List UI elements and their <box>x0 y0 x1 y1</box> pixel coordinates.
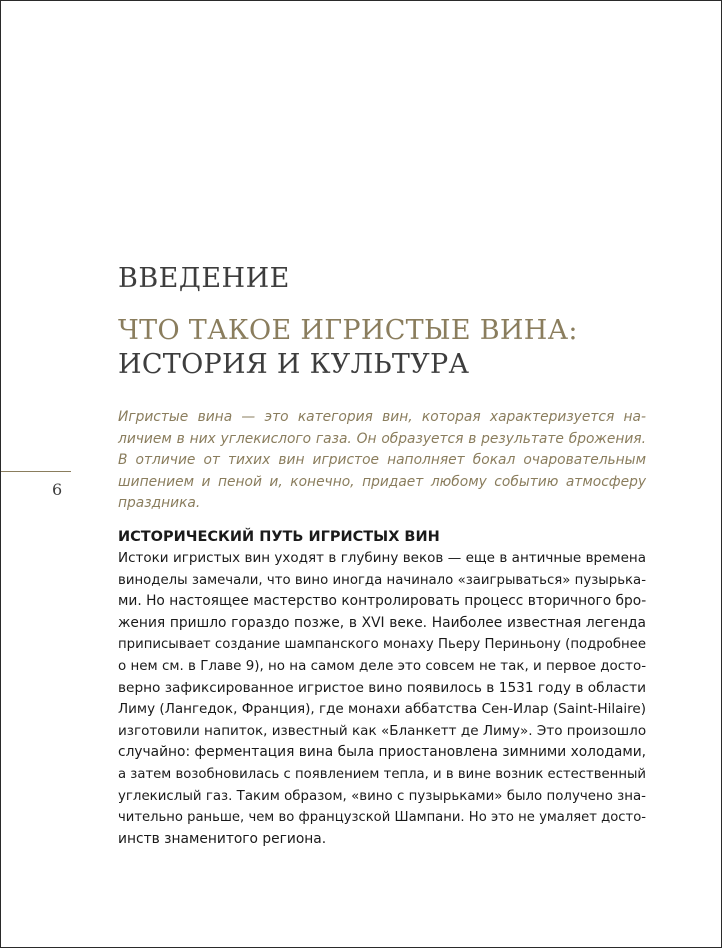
body-line: о нем см. в Главе 9), но на самом деле это совсем не так, и первое досто- <box>118 658 647 674</box>
chapter-title-line-2: ИСТОРИЯ И КУЛЬТУРА <box>118 349 470 380</box>
page-number: 6 <box>52 480 63 499</box>
lead-line: праздника. <box>118 495 201 511</box>
folio-rule <box>1 471 71 472</box>
body-line: Истоки игристых вин уходят в глубину веков — еще в античные времена <box>118 550 646 566</box>
lead-line: шипением и пеной и, конечно, придает любому событию атмосферу <box>118 473 646 490</box>
body-line: виноделы замечали, что вино иногда начинало «заигрываться» пузырька- <box>118 572 646 588</box>
body-line: верно зафиксированное игристое вино появилось в 1531 году в области <box>118 679 646 696</box>
lead-line: личием в них углекислого газа. Он образуется в результате брожения. <box>118 430 646 447</box>
body-line: приписывает создание шампанского монаху Пьеру Периньону (подробнее <box>118 637 646 653</box>
lead-line: Игристые вина — это категория вин, которая характеризуется на- <box>118 409 646 425</box>
section-heading: ИСТОРИЧЕСКИЙ ПУТЬ ИГРИСТЫХ ВИН <box>118 529 440 545</box>
body-line: Лиму (Лангедок, Франция), где монахи аббатства Сен-Илар (Saint-Hilaire) <box>118 701 646 718</box>
body-line: жения пришло гораздо позже, в XVI веке. Наиболее известная легенда <box>118 614 646 631</box>
lead-paragraph <box>118 407 646 515</box>
body-line: углекислый газ. Таким образом, «вино с пузырьками» было получено зна- <box>118 788 646 804</box>
body-line: ми. Но настоящее мастерство контролировать процесс вторичного бро- <box>118 593 647 610</box>
lead-line: В отличие от тихих вин игристое наполняет бокал очаровательным <box>118 452 646 468</box>
chapter-title <box>118 314 578 382</box>
body-paragraph <box>118 548 646 850</box>
body-line: а затем возобновилась с появлением тепла, и в вине возник естественный <box>118 766 646 782</box>
chapter-label: ВВЕДЕНИЕ <box>118 263 290 294</box>
body-line: инств знаменитого региона. <box>118 830 327 847</box>
body-line: чительно раньше, чем во французской Шампани. Но это не умаляет досто- <box>118 810 646 826</box>
body-line: случайно: ферментация вина была приостановлена зимними холодами, <box>118 744 647 761</box>
chapter-title-line-1: ЧТО ТАКОЕ ИГРИСТЫЕ ВИНА: <box>118 315 578 346</box>
body-line: изготовили напиток, известный как «Бланкетт де Лиму». Это произошло <box>118 722 647 739</box>
